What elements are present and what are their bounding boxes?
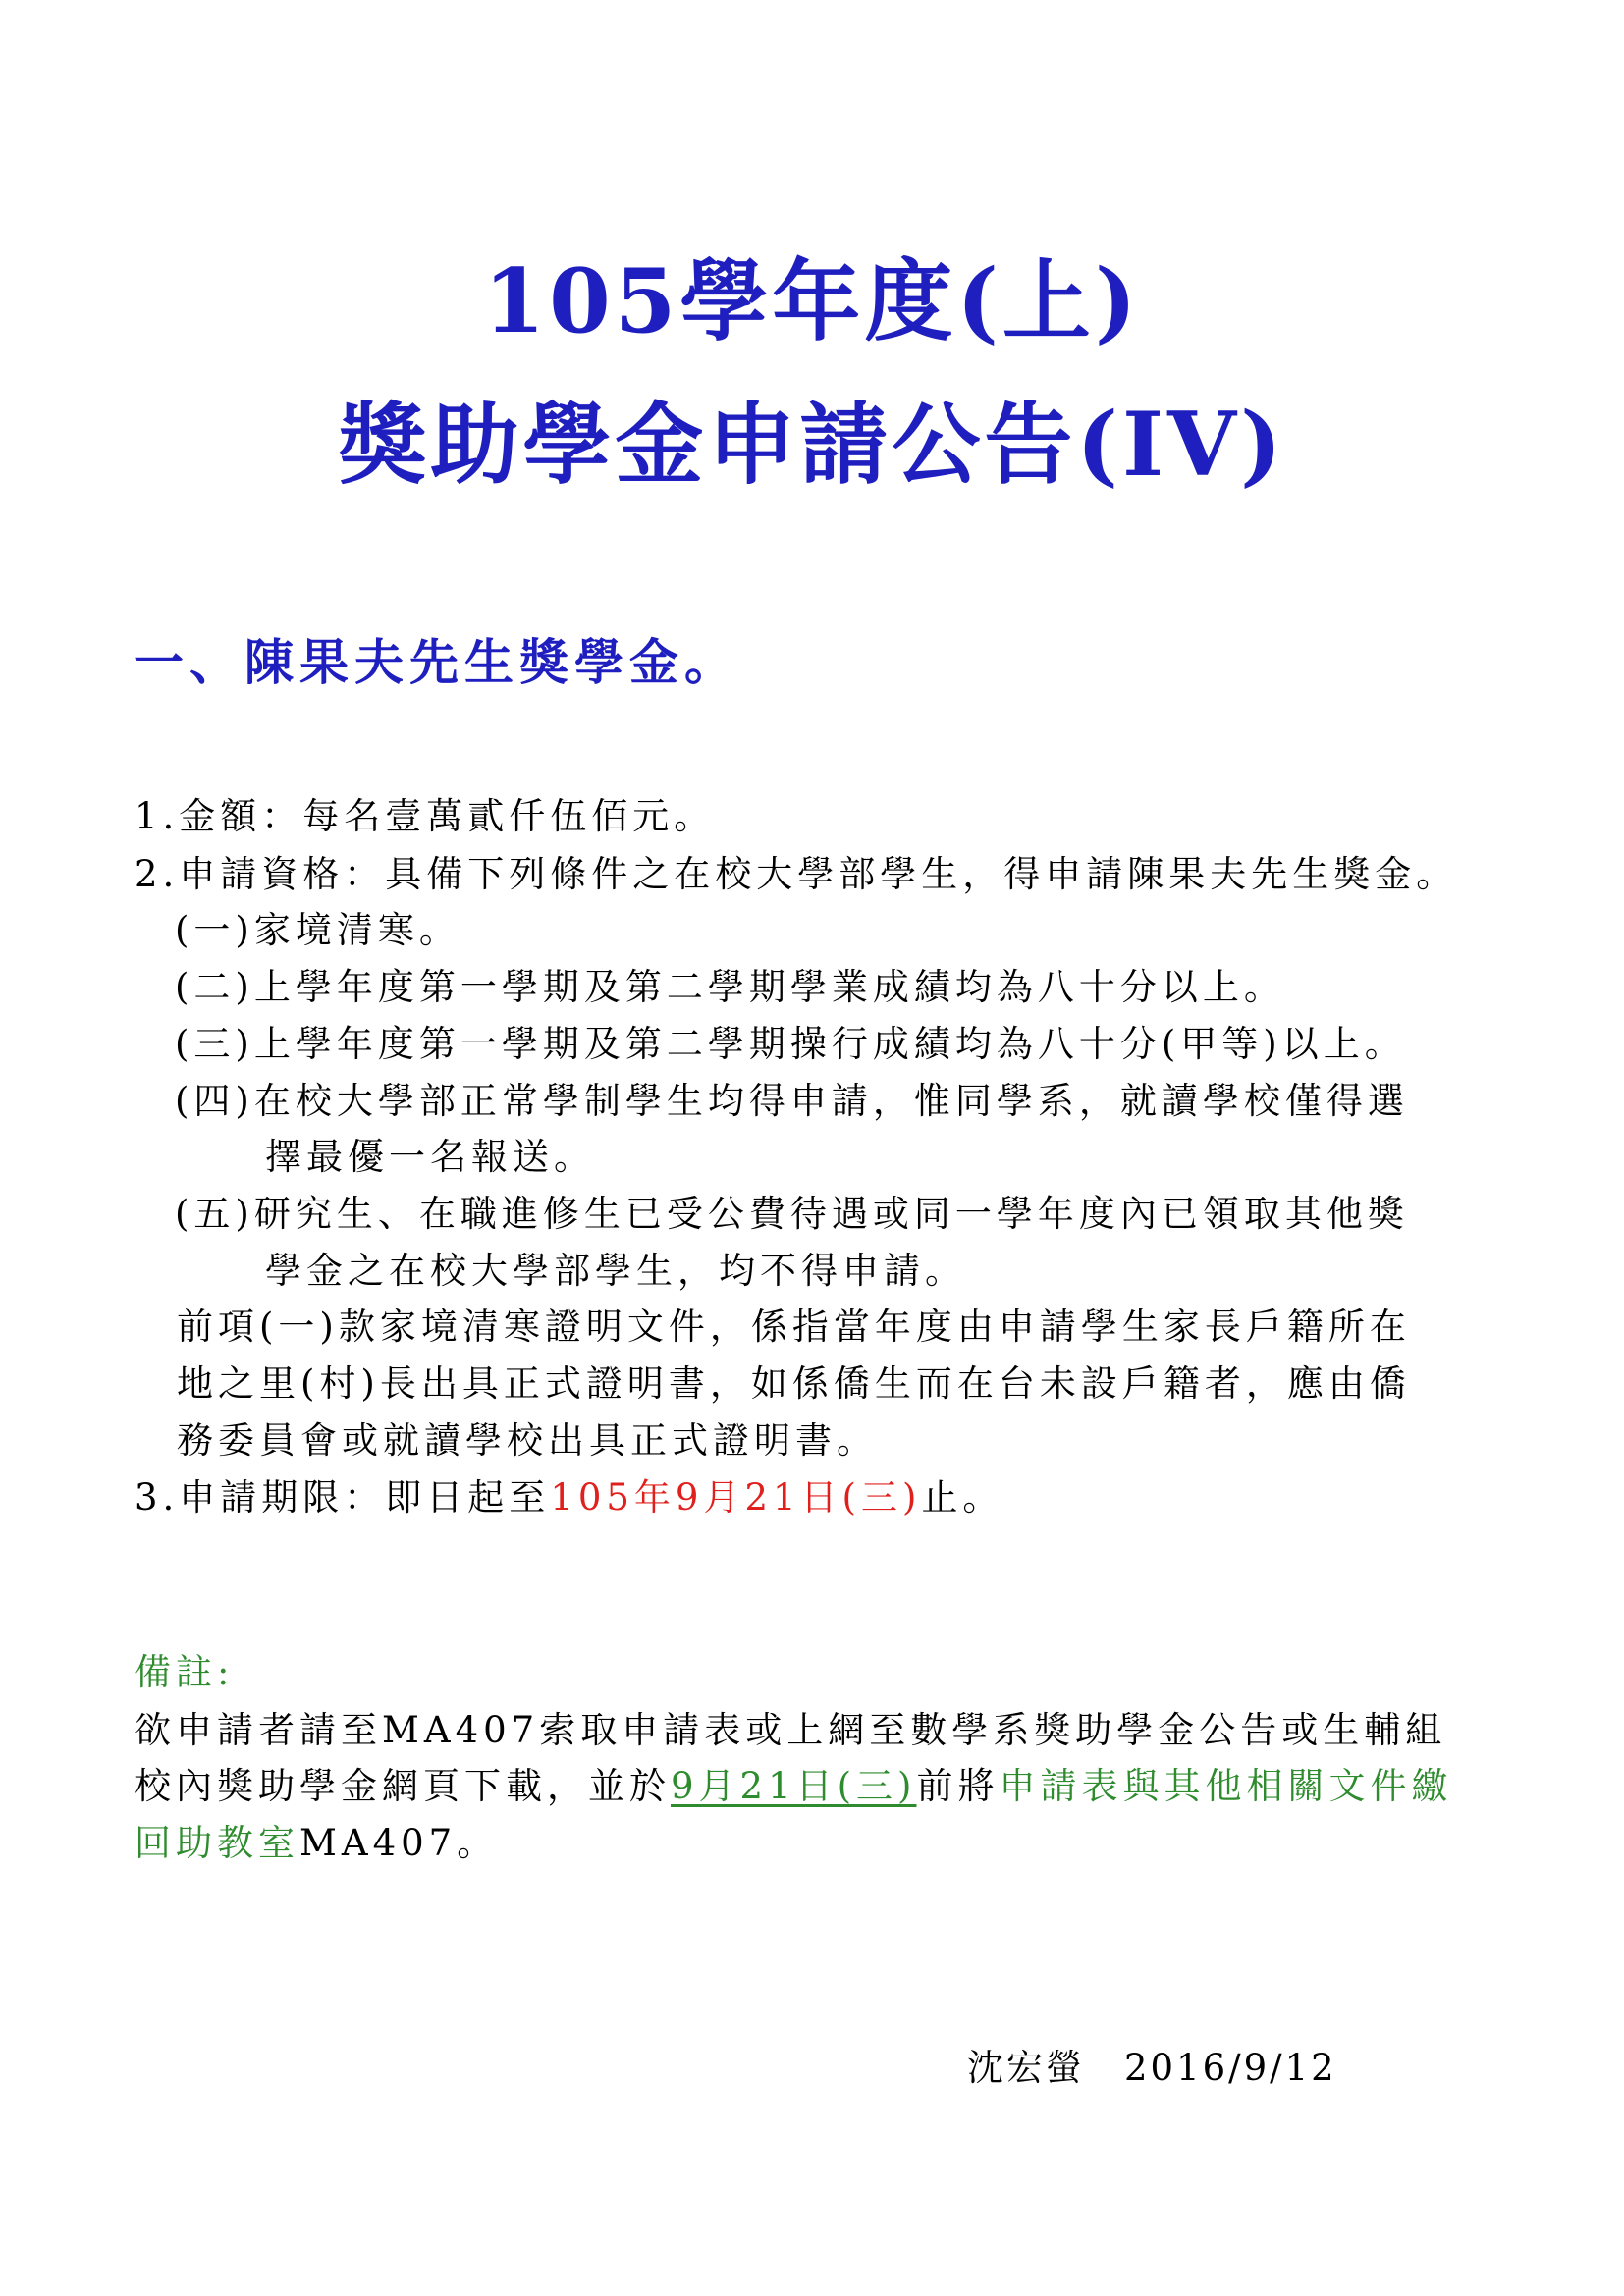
condition-4-line-1: (四)在校大學部正常學制學生均得申請，惟同學系，就讀學校僅得選 <box>175 1080 1409 1122</box>
remarks-label: 備註: <box>135 1651 235 1693</box>
remarks-line-2-text: 校內獎助學金網頁下載，並於 <box>135 1765 671 1807</box>
remarks-line-2-before: 前將 <box>916 1765 1000 1807</box>
item-application-period <box>135 1476 1004 1519</box>
deadline-date: 105年9月21日(三) <box>550 1476 922 1519</box>
remarks-deadline-date: 9月21日(三) <box>671 1765 917 1807</box>
signature-date: 2016/9/12 <box>1124 2047 1337 2089</box>
remarks-documents: 申請表與其他相關文件繳 <box>999 1765 1453 1807</box>
remarks-line-2 <box>135 1765 1453 1807</box>
signature <box>967 2047 1337 2089</box>
signature-name: 沈宏螢 <box>967 2047 1085 2089</box>
note-line-3: 務委員會或就讀學校出具正式證明書。 <box>177 1419 878 1462</box>
condition-4-line-2: 擇最優一名報送。 <box>265 1136 595 1178</box>
condition-5-line-1: (五)研究生、在職進修生已受公費待遇或同一學年度內已領取其他獎 <box>175 1193 1409 1235</box>
remarks-line-3 <box>135 1822 499 1864</box>
condition-3: (三)上學年度第一學期及第二學期操行成績均為八十分(甲等)以上。 <box>175 1023 1406 1065</box>
section-heading: 一、陳果夫先生獎學金。 <box>135 633 739 691</box>
note-line-1: 前項(一)款家境清寒證明文件，係指當年度由申請學生家長戶籍所在 <box>177 1306 1411 1348</box>
title-line-1: 105學年度(上) <box>483 249 1141 353</box>
period-end: 止。 <box>921 1476 1004 1519</box>
remarks-room: MA407。 <box>299 1822 499 1864</box>
remarks-line-1: 欲申請者請至MA407索取申請表或上網至數學系獎助學金公告或生輔組 <box>135 1709 1447 1751</box>
note-line-2: 地之里(村)長出具正式證明書，如係僑生而在台未設戶籍者，應由僑 <box>177 1362 1411 1405</box>
title-line-2: 獎助學金申請公告(IV) <box>338 393 1286 497</box>
condition-2: (二)上學年度第一學期及第二學期學業成績均為八十分以上。 <box>175 966 1285 1008</box>
condition-1: (一)家境清寒。 <box>175 909 460 951</box>
remarks-office: 回助教室 <box>135 1822 299 1864</box>
condition-5-line-2: 學金之在校大學部學生，均不得申請。 <box>265 1250 966 1292</box>
item-amount: 1.金額：每名壹萬貳仟伍佰元。 <box>135 795 716 837</box>
period-label: 3.申請期限：即日起至 <box>135 1476 551 1519</box>
item-eligibility: 2.申請資格：具備下列條件之在校大學部學生，得申請陳果夫先生獎金。 <box>135 853 1458 895</box>
